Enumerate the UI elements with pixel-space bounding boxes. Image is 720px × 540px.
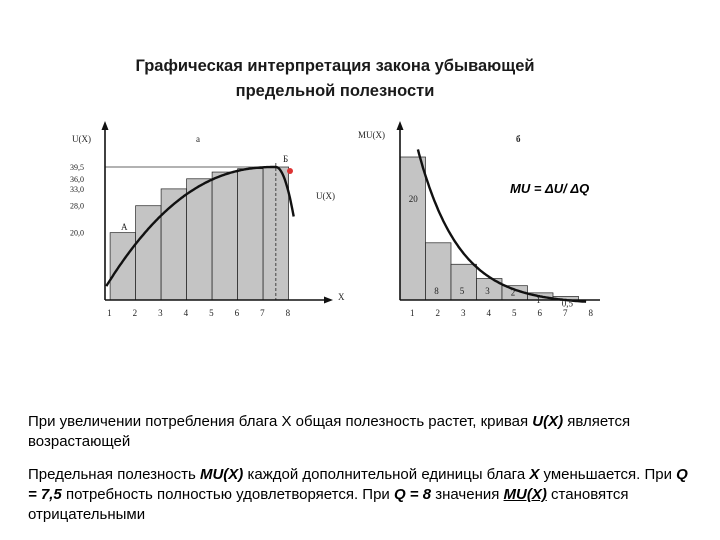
chart-b-ylabel: MU(X) [358,130,385,140]
chart-a-y-tick-label: 33,0 [70,184,84,194]
chart-a-y-tick-labels [70,163,84,238]
p2-q75: Q = 7,5 [28,466,688,503]
total-utility-bar [110,233,136,300]
curve-label-ux: U(X) [316,191,335,201]
chart-b-x-tick-label: 6 [537,308,542,318]
chart-a-y-arrow [102,121,109,130]
chart-a [70,121,345,318]
chart-b-x-tick-labels [410,308,594,318]
chart-a-x-tick-label: 8 [285,308,291,318]
p2-text-6: становятся отрицательными [28,486,629,523]
chart-b-x-tick-label: 7 [563,308,568,318]
chart-b-bar-label: 3 [485,286,490,296]
marginal-utility-bar [400,157,426,300]
p1-text-2: является возрастающей [28,413,631,450]
chart-b-bar-label: 5 [459,286,465,296]
chart-b-x-tick-label: 5 [512,308,517,318]
chart-a-x-tick-labels [107,308,291,318]
p1-ux: U(X) [532,413,564,430]
chart-a-x-tick-label: 3 [158,308,163,318]
chart-a-x-tick-label: 1 [107,308,112,318]
chart-a-x-arrow [324,297,333,304]
paragraph-total-utility [28,412,692,452]
chart-b-x-tick-label: 4 [486,308,491,318]
chart-b-bar-label: 0,5 [561,298,573,309]
p1-text-1: При увеличении потребления блага X общая полезность растет, кривая [28,413,533,430]
p2-mux-2: MU(X) [503,486,547,503]
total-utility-bar [187,179,213,300]
chart-b-bar-label: 8 [434,286,439,296]
title-line-1: Графическая интерпретация закона убывающей [135,57,535,75]
mu-formula: MU = ΔU/ ΔQ [510,181,590,196]
chart-a-ylabel: U(X) [72,134,91,144]
chart-a-xlabel: X [338,292,345,302]
p2-text-1: Предельная полезность [28,466,200,483]
chart-b-x-tick-label: 2 [435,308,440,318]
chart-a-x-tick-label: 5 [209,308,214,318]
p2-mux: MU(X) [199,466,244,483]
chart-b-panel-label: б [516,134,521,144]
chart-b-bar-label: 1 [536,294,541,305]
chart-a-y-tick-label: 39,5 [70,163,84,172]
chart-a-y-tick-label: 36,0 [70,174,84,184]
p2-text-2: каждой дополнительной единицы блага [243,466,530,483]
chart-a-x-tick-label: 4 [183,308,189,318]
p2-text-4: потребность полностью удовлетворяется. При [61,486,394,503]
chart-b-bar-label: 20 [408,194,418,204]
annotation-point-a: А [121,222,128,232]
chart-b-bar-label: 2 [510,287,516,298]
annotation-point-b: Б [283,154,289,164]
chart-a-y-tick-label: 20,0 [70,228,84,238]
chart-a-x-tick-label: 6 [234,308,240,318]
point-b-marker [287,168,293,174]
total-utility-bar [212,172,238,300]
p2-text-5: значения [431,486,504,503]
chart-a-y-tick-label: 28,0 [70,201,84,211]
chart-b-x-tick-label: 3 [461,308,466,318]
p2-q8: Q = 8 [393,486,432,503]
chart-a-x-tick-label: 7 [260,308,265,318]
chart-b-x-tick-label: 8 [588,308,593,318]
p2-x: X [529,466,540,483]
paragraph-marginal-utility [28,465,692,525]
chart-b-y-arrow [397,121,404,130]
total-utility-bar [238,169,264,300]
p2-text-3: уменьшается. При [539,466,677,483]
chart-a-panel-label: а [196,134,200,144]
chart-b [358,121,600,318]
title-line-2: предельной полезности [235,82,435,100]
chart-b-x-tick-label: 1 [410,308,415,318]
chart-a-x-tick-label: 2 [132,308,138,318]
